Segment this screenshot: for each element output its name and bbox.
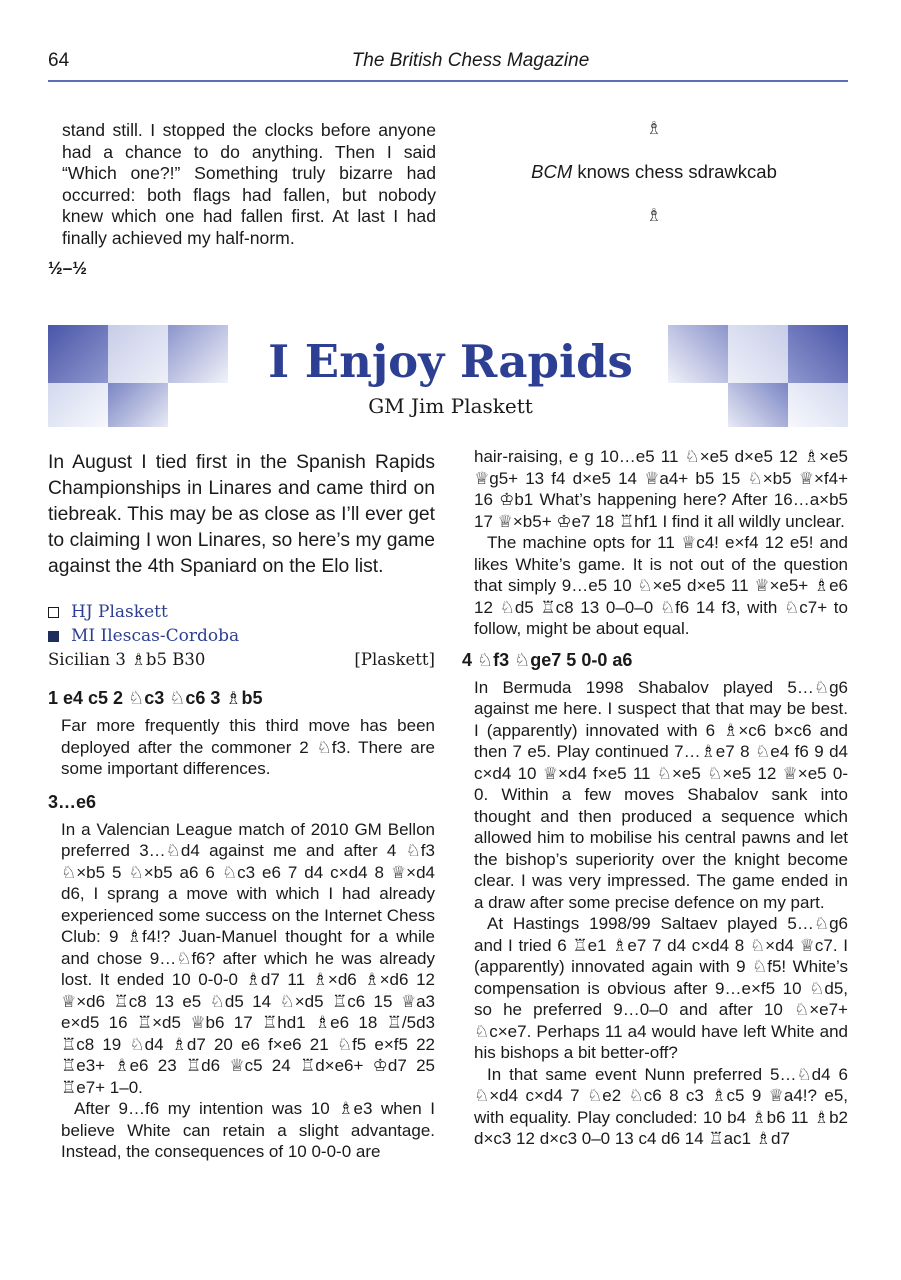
magazine-title — [0, 50, 901, 72]
previous-article-ending: stand still. I stopped the clocks before anyone had a chance to do anything. Then I said “Which one?!” Something truly bizarre had occurred: both flags had fallen, but nobody knew which one had fallen first. At last I had finally achieved my half-norm. — [62, 120, 436, 248]
opening-line — [48, 648, 435, 672]
white-player — [48, 600, 435, 624]
black-player — [48, 624, 435, 648]
move-heading: 1 e4 c5 2 ♘c3 ♘c6 3 ♗b5 — [48, 688, 263, 708]
annotation-paragraph: Far more frequently this third move has been deployed after the commoner 2 ♘f3. There are some important differences. — [61, 716, 435, 778]
annotation-paragraph: In Bermuda 1998 Shabalov played 5…♘g6 against me here. I suspect that that may be best. I (apparently) innovated with 6 ♗×c6 b×c6 and then 7 e5. Play continued 7…♗e7 8 ♘e4 f6 9 d4 c×d4 10 ♕×d4 f×e5 11 ♘×e5 ♘×e5 12 ♕×e5 0-0. Within a few moves Shabalov sank into thought and then produced a sequence which allowed him to mobilise his central pawns and let the bishop’s superiority over the knight become clear. I was very impressed. The game ended in a draw after some precise defence on my part. — [474, 677, 848, 912]
annotation-paragraph: hair-raising, e g 10…e5 11 ♘×e5 d×e5 12 ♗×e5 ♕g5+ 13 f4 d×e5 14 ♕a4+ b5 15 ♘×b5 ♕×f4+ 16 ♔b1 What’s happening here? After 16…a×b5 17 ♕×b5+ ♔e7 18 ♖hf1 I find it all wildly unclear. — [474, 447, 848, 531]
bishop-icon: ♗ — [645, 118, 663, 138]
move-heading: 4 ♘f3 ♘ge7 5 0-0 a6 — [462, 649, 633, 670]
white-square-icon — [48, 607, 59, 618]
header-rule — [48, 80, 848, 82]
annotation-paragraph: At Hastings 1998/99 Saltaev played 5…♘g6 and I tried 6 ♖e1 ♗e7 7 d4 c×d4 8 ♘×d4 ♕c7. I (apparently) innovated again with 9 ♘f5! White’s compensation is obvious after 9…e×f5 10 ♘d5, so he preferred 9…0–0 and after 10 ♘×e7+ ♘c×e7. Perhaps 11 a4 would have left White and his bishops a bit better-off? — [474, 914, 848, 1062]
tagline-text: knows chess sdrawkcab — [572, 161, 777, 182]
page-number: 64 — [48, 50, 70, 71]
white-player-name: HJ Plaskett — [71, 602, 168, 622]
annotation-paragraph: In that same event Nunn preferred 5…♘d4 6 ♘×d4 c×d4 7 ♘e2 ♘c6 8 c3 ♗c5 9 ♕a4!? e5, with equality. Play concluded: 10 b4 ♗b6 11 ♗b2 d×c3 12 d×c3 0–0 13 c4 d6 14 ♖ac1 ♗d7 — [474, 1064, 848, 1148]
annotator: [Plaskett] — [354, 650, 435, 669]
annotation-paragraph: After 9…f6 my intention was 10 ♗e3 when I believe White can retain a slight advantage. Instead, the consequences of 10 0-0-0 are — [61, 1099, 435, 1161]
previous-result: ½–½ — [48, 258, 87, 278]
article-title: I Enjoy Rapids — [268, 335, 633, 388]
article-author: GM Jim Plaskett — [368, 394, 533, 418]
black-player-name: MI Ilescas-Cordoba — [71, 626, 240, 646]
magazine-title-text: The British Chess Magazine — [351, 50, 590, 71]
opening-name: Sicilian 3 ♗b5 B30 — [48, 650, 206, 669]
right-column — [462, 446, 848, 1150]
bcm-tagline — [476, 161, 832, 183]
left-column — [48, 450, 435, 1163]
annotation-paragraph: In a Valencian League match of 2010 GM Bellon preferred 3…♘d4 against me and after 4 ♘f3 ♘×b5 5 ♘×b5 a6 6 ♘c3 e6 7 d4 c×d4 8 ♕×d4 d6, I sprang a move with which I had already experienced some success on the Internet Chess Club: 9 ♗f4!? Juan-Manuel thought for a while and chose 9…♘f6? after which he was already lost. It ended 10 0-0-0 ♗d7 11 ♗×d6 ♗×d6 12 ♕×d6 ♖c8 13 e5 ♘d5 14 ♘×d5 ♖c6 15 ♕a3 e×d5 16 ♖×d5 ♕b6 17 ♖hd1 ♗e6 18 ♖/5d3 ♖c8 19 ♘d4 ♗d7 20 e6 f×e6 21 ♘f5 e×f5 22 ♖e3+ ♗e6 23 ♖d6 ♕c5 24 ♖d×e6+ ♔d7 25 ♖e7+ 1–0. — [61, 819, 435, 1097]
bishop-icon: ♗ — [645, 205, 663, 225]
bcm-abbrev: BCM — [531, 161, 573, 182]
separator-block — [476, 118, 832, 226]
black-square-icon — [48, 631, 59, 642]
intro-paragraph: In August I tied first in the Spanish Rapids Championships in Linares and came third on tiebreak. This may be as close as I’ll ever get to claiming I won Linares, so here’s my game against the 4th Spaniard on the Elo list. — [48, 452, 435, 577]
move-heading: 3…e6 — [48, 791, 97, 812]
annotation-paragraph: The machine opts for 11 ♕c4! e×f4 12 e5! and likes White’s game. It is not out of the question that simply 9…e5 10 ♘×e5 d×e5 11 ♕×e5+ ♗e6 12 ♘d5 ♖c8 13 0–0–0 ♘f6 14 f3, with ♘c7+ to follow, might be about equal. — [474, 533, 848, 638]
